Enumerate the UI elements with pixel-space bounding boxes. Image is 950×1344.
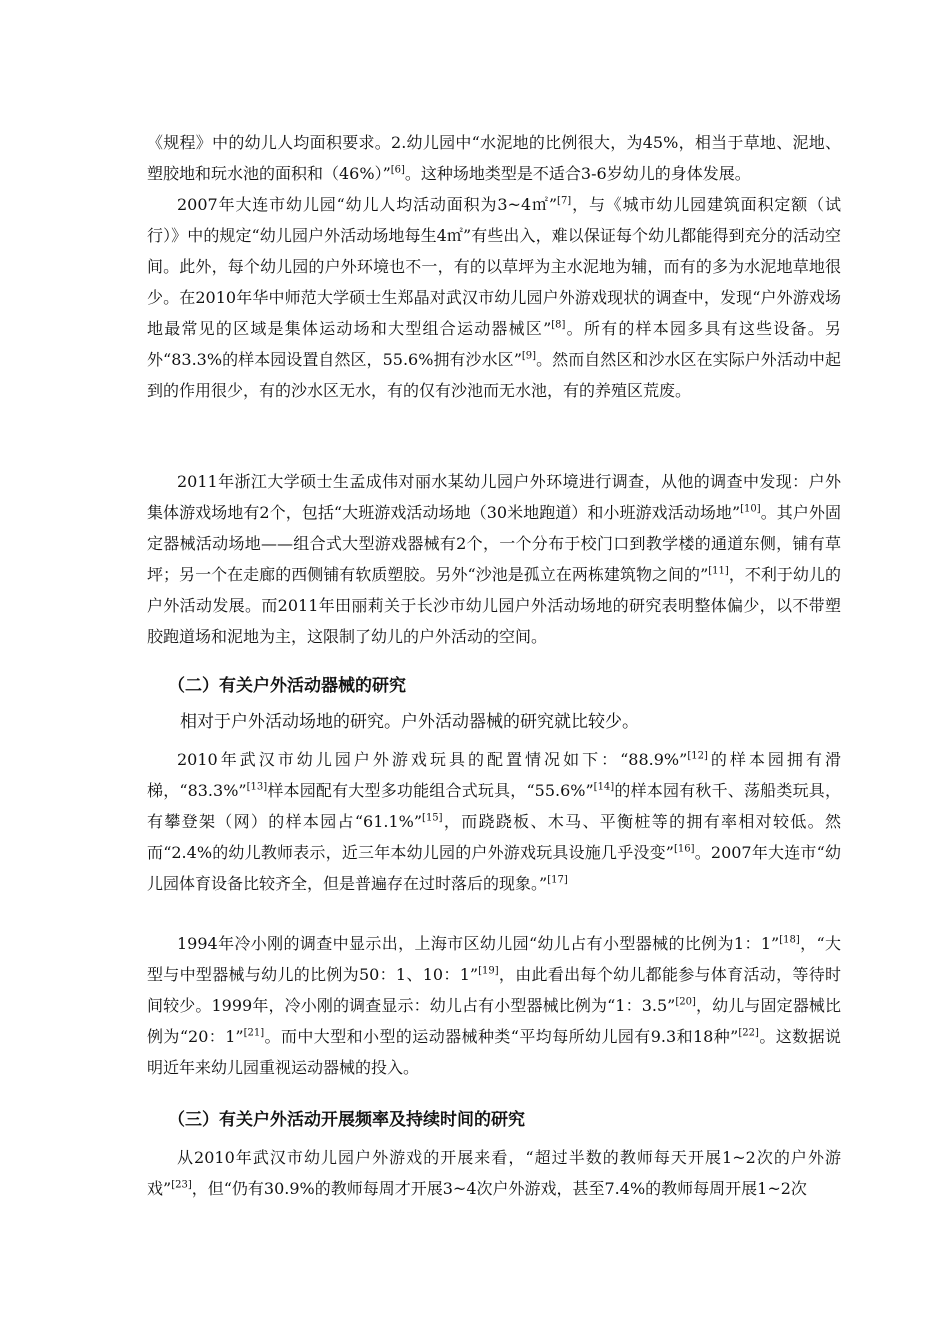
text: 。这种场地类型是不适合3-6岁幼儿的身体发展。	[404, 164, 751, 183]
text: ，由此看出每个幼儿都能参与体育活动，等待时间较少。1999年，冷小刚的调查显示：幼儿占有小型器械比例为“1：3.5”	[147, 965, 841, 1015]
text: ，幼儿与固定器械比例为“20：1”	[147, 996, 841, 1046]
paragraph-6	[147, 1142, 841, 1204]
text: 。而中大型和小型的运动器械种类“平均每所幼儿园有9.3和18种”	[264, 1027, 739, 1046]
text: 《规程》中的幼儿人均面积要求。2.幼儿园中“水泥地的比例很大，为45%，相当于草地、泥地、塑胶地和玩水池的面积和（46%）”	[147, 133, 841, 183]
text: 。所有的样本园多具有这些设备。另外“83.3%的样本园设置自然区，55.6%拥有沙水区”	[147, 319, 841, 369]
citation: [7]	[557, 195, 572, 207]
text: 。这数据说明近年来幼儿园重视运动器械的投入。	[147, 1027, 841, 1077]
text: ，而跷跷板、木马、平衡桩等的拥有率相对较低。然而“2.4%的幼儿教师表示，近三年本幼儿园的户外游戏玩具设施几乎没变”	[147, 812, 841, 862]
text: 。然而自然区和沙水区在实际户外活动中起到的作用很少，有的沙水区无水，有的仅有沙池而无水池，有的养殖区荒废。	[147, 350, 841, 400]
citation: [9]	[521, 350, 537, 362]
text: 。2007年大连市“幼儿园体育设备比较齐全，但是普遍存在过时落后的现象。”	[147, 843, 841, 893]
text: ，与《城市幼儿园建筑面积定额（试行）》中的规定“幼儿园户外活动场地每生4㎡”有些出入，难以保证每个幼儿都能得到充分的活动空间。此外，每个幼儿园的户外环境也不一，有的以草坪为主水泥地为辅，而有的多为水泥地草地很少。在2010年华中师范大学硕士生郑晶对武汉市幼儿园户外游戏现状的调查中，发现“户外游戏场地最常见的区域是集体运动场和大型组合运动器械区”	[147, 195, 841, 338]
text: 从2010年武汉市幼儿园户外游戏的开展来看，“超过半数的教师每天开展1~2次的户外游戏”	[147, 1148, 841, 1198]
text: ，但“仍有30.9%的教师每周才开展3~4次户外游戏，甚至7.4%的教师每周开展1~2次	[191, 1179, 807, 1198]
citation: [20]	[675, 996, 696, 1008]
citation: [13]	[246, 781, 268, 793]
citation: [16]	[673, 843, 695, 855]
text: 。其户外固定器械活动场地——组合式大型游戏器械有2个，一个分布于校门口到教学楼的通道东侧，铺有草坪；另一个在走廊的西侧铺有软质塑胶。另外“沙池是孤立在两栋建筑物之间的”	[147, 503, 841, 584]
citation: [10]	[740, 503, 761, 515]
paragraph-3	[147, 466, 841, 652]
text: 2007年大连市幼儿园“幼儿人均活动面积为3~4㎡”	[177, 195, 558, 214]
citation: [11]	[708, 565, 729, 577]
citation: [19]	[478, 965, 499, 977]
section-heading: （二）有关户外活动器械的研究	[168, 676, 406, 696]
paragraph-1	[147, 127, 841, 189]
citation: [18]	[779, 934, 800, 946]
text: 样本园配有大型多功能组合式玩具，“55.6%”	[267, 781, 594, 800]
text: 的样本园有秋千、荡船类玩具，有攀登架（网）的样本园占“61.1%”	[147, 781, 841, 831]
section-heading: （三）有关户外活动开展频率及持续时间的研究	[168, 1110, 525, 1130]
citation: [23]	[171, 1179, 192, 1191]
citation: [12]	[687, 750, 708, 762]
citation: [15]	[422, 812, 443, 824]
citation: [22]	[738, 1027, 759, 1039]
lead-sentence: 相对于户外活动场地的研究。户外活动器械的研究就比较少。	[180, 712, 639, 732]
citation: [14]	[593, 781, 615, 793]
citation: [8]	[551, 319, 566, 331]
text: ，“大型与中型器械与幼儿的比例为50：1、10：1”	[147, 934, 841, 984]
citation: [21]	[243, 1027, 265, 1039]
text: ，不利于幼儿的户外活动发展。而2011年田丽莉关于长沙市幼儿园户外活动场地的研究表明整体偏少，以不带塑胶跑道场和泥地为主，这限制了幼儿的户外活动的空间。	[147, 565, 841, 646]
text: 2010年武汉市幼儿园户外游戏玩具的配置情况如下：“88.9%”	[177, 750, 688, 769]
citation: [17]	[547, 874, 568, 886]
paragraph-5	[147, 928, 841, 1083]
paragraph-4	[147, 744, 841, 899]
text: 1994年冷小刚的调查中显示出，上海市区幼儿园“幼儿占有小型器械的比例为1：1”	[177, 934, 780, 953]
text: 的样本园拥有滑梯，“83.3%”	[147, 750, 841, 800]
paragraph-2	[147, 189, 841, 406]
text: 2011年浙江大学硕士生孟成伟对丽水某幼儿园户外环境进行调查，从他的调查中发现：户外集体游戏场地有2个，包括“大班游戏活动场地（30米地跑道）和小班游戏活动场地”	[147, 472, 841, 522]
citation: [6]	[390, 164, 405, 176]
